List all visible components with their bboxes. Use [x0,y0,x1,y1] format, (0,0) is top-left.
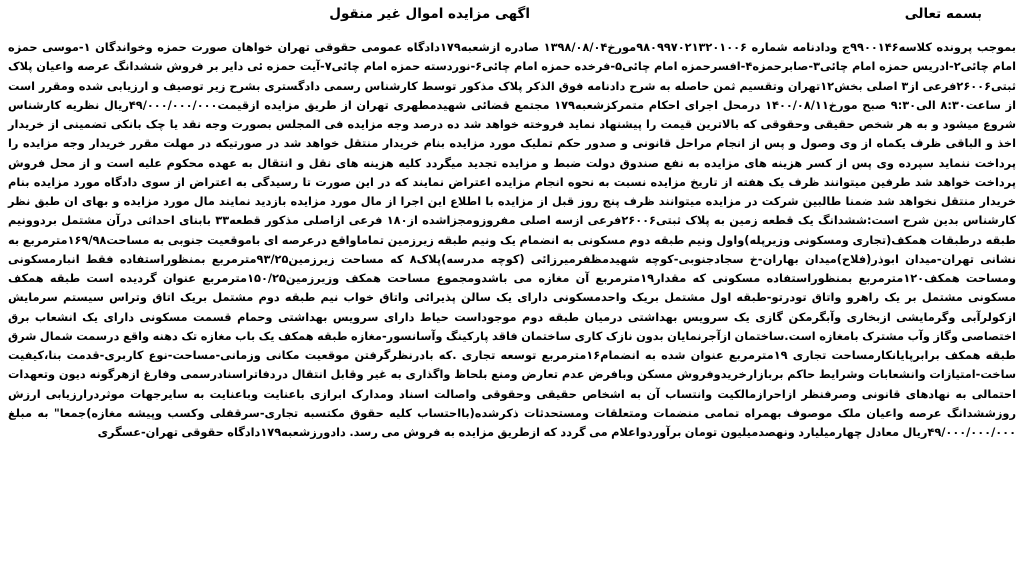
notice-body-text: بموجب پرونده کلاسه۹۹۰۰۱۴۶ج ودادنامه شماره ۹۸۰۹۹۷۰۲۱۳۲۰۱۰۰۶مورخ۱۳۹۸/۰۸/۰۴ صادره ازشعبه۱۷۹دادگاه عمومی حقوقی تهران خواهان صورت حمزه وخواندگان ۱-موسی حمزه امام چائی۲-ادریس حمزه امام چائی۳-صابرحمزه۴-افسرحمزه امام چائی۵-فرخده حمزه امام چائی۶-نوردسته حمزه امام چائی۷-آیت حمزه ئی دایر بر فروش ششدانگ عرصه واعیان پلاک ثبتی۲۶۰۰۶فرعی از۳ اصلی بخش۱۲تهران وتقسیم ثمن حاصله به شرح دادنامه فوق الذکر پلاک مذکور توسط کارشناس رسمی دادگستری بشرح زیر توصیف و ارزیابی شده ومقرر است از ساعت۸:۳۰ الی۹:۳۰ صبح مورخ۱۴۰۰/۰۸/۱۱ درمحل اجرای احکام متمرکزشعبه۱۷۹ مجتمع قضائی شهیدمطهری تهران از طریق مزایده ازقیمت۴۹/۰۰۰/۰۰۰/۰۰۰ریال نظریه کارشناس شروع میشود و به هر شخص حقیقی وحقوقی که بالاترین قیمت را پیشنهاد نماید فروخته خواهد شد ده درصد وجه مزایده فی المجلس بصورت وجه نقد یا چک بانکی تضمینی از خریدار اخذ و الباقی ظرف یکماه از وی وصول و پس از انجام مراحل قانونی و صدور حکم تملیک مورد مزایده بنام خریدار منتقل خواهد شد در صورتیکه در مهلت مقرر خریدار وجه مزایده را پرداخت ننماید سپرده وی پس از کسر هزینه های مزایده به نفع صندوق دولت ضبط و مزایده تجدید میگردد کلیه هزینه های نقل و انتقال به عهده محکوم علیه است و از محل فروش پرداخت خواهد شد طرفین میتوانند ظرف یک هفته از تاریخ مزایده نسبت به نحوه انجام مزایده اعتراض نمایند که در این صورت تا رسیدگی به اعتراض از سوی دادگاه مورد مزایده بنام خریدار منتقل نخواهد شد ضمنا طالبین شرکت در مزایده میتوانند ظرف پنج روز قبل از مزایده با اطلاع این اجرا از مال مورد مزایده بازدید نمایند مال مورد مزایده و بهای ان طبق نظر کارشناس بدین شرح است:ششدانگ یک قطعه زمین به پلاک ثبتی۲۶۰۰۶فرعی ازسه اصلی مفروزومجزاشده از۱۸۰ فرعی ازاصلی مذکور قطعه۳۳ بابنای احداثی درآن مشتمل بردوونیم طبقه درطبقات همکف(تجاری ومسکونی وزیرپله)واول ونیم طبقه دوم مسکونی به انضمام یک ونیم طبقه زیرزمین تماماواقع درعرصه ای باموقعیت جنوبی به مساحت۱۶۹/۹۸مترمربع به نشانی تهران-میدان ابوذر(فلاح)میدان بهاران-خ سجادجنوبی-کوچه شهیدمظفرمیرزائی (کوچه مدرسه)پلاک۸ که مساحت زیرزمین۹۳/۲۵مترمربع بمنظوراستفاده فقط انبارمسکونی ومساحت همکف۱۲۰مترمربع بمنظوراستفاده مسکونی که مقدار۱۹مترمربع آن مغازه می باشدومجموع مساحت همکف وزیرزمین۱۵۰/۲۵مترمربع عنوان گردیده است طبقه همکف مسکونی مشتمل بر یک راهرو واتاق تودرتو-طبقه اول مشتمل بریک واحدمسکونی دارای یک سالن پذیرائی واتاق خواب نیم طبقه دوم مشتمل بریک اتاق وتراس سیستم سرمایش ازکولرآبی وگرمایشی ازبخاری وآبگرمکن گازی یک سرویس بهداشتی درمیان طبقه دوم موجوداست حیاط دارای سرویس بهداشتی وحمام قسمت مسکونی دارای یک انشعاب برق اختصاصی وگاز وآب مشترک بامغازه است.ساختمان ازآجرنمایان بدون نازک کاری ساختمان فاقد پارکینگ وآسانسور-مغازه طبقه همکف یک باب مغازه تک دهنه واقع درسمت شمال شرق طبقه همکف برابرپایانکارمساحت تجاری ۱۹مترمربع عنوان شده به انضمام۱۶مترمربع توسعه تجاری .که بادرنظرگرفتن موقعیت مکانی وزمانی-مساحت-نوع کاربری-قدمت بنا،کیفیت ساخت-امتیازات وانشعابات وشرایط حاکم بربازارخریدوفروش مسکن وبافرض عدم تعارض ومنع بلحاظ واگذاری به غیر وقابل انتقال دردفاتراسنادرسمی وفارغ ازهرگونه دیون وتعهدات احتمالی به نهادهای قانونی وصرفنظر ازاحرازمالکیت وانتساب آن به اشخاص حقیقی وحقوقی واصالت اسناد ومدارک ابرازی باعنایت وباعنایت به سایرجهات موثردرارزیابی ارزش روزششدانگ عرصه واعیان ملک موصوف بهمراه تمامی منضمات ومتعلقات ومستحدثات ذکرشده(بااحتساب کلیه حقوق مکتسبه تجاری-سرقفلی وکسب وپیشه مغازه)جمعا" به مبلغ ۴۹/۰۰۰/۰۰۰/۰۰۰ریال معادل چهارمیلیارد ونهصدمیلیون تومان برآوردواعلام می گردد که ازطریق مزایده به فروش می رسد. دادورزشعبه۱۷۹دادگاه حقوقی تهران-عسگری [8,40,1017,439]
basmala-heading: بسمه تعالی [904,6,982,22]
notice-header [8,6,1016,34]
notice-title: اگهی مزایده اموال غیر منقول [329,6,530,22]
